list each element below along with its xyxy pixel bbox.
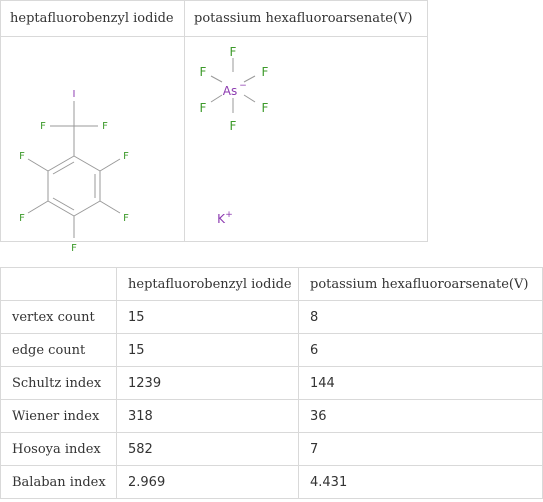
arsenic-atom: As xyxy=(222,84,238,98)
table-row xyxy=(1,301,543,334)
fluorine-atom: F xyxy=(199,101,207,115)
fluorine-atom: F xyxy=(229,45,237,59)
bond xyxy=(244,95,255,102)
fluorine-atom: F xyxy=(261,101,269,115)
bond xyxy=(74,156,100,171)
arsenic-charge: − xyxy=(239,81,247,91)
bond xyxy=(100,159,120,171)
potassium-atom: K xyxy=(217,212,225,226)
fluorine-atom: F xyxy=(123,151,129,162)
bond xyxy=(28,159,48,171)
bond xyxy=(100,201,120,213)
value-cell: 2.969 xyxy=(117,466,299,499)
header-cell: heptafluorobenzyl iodide xyxy=(117,268,299,301)
bond xyxy=(28,201,48,213)
fluorine-atom: F xyxy=(40,121,46,132)
value-cell: 582 xyxy=(117,433,299,466)
table-row xyxy=(1,400,543,433)
row-label: edge count xyxy=(1,334,117,367)
fluorine-atom: F xyxy=(19,151,25,162)
row-label: Wiener index xyxy=(1,400,117,433)
value-cell: 36 xyxy=(299,400,543,433)
table-row xyxy=(1,367,543,400)
row-label: Balaban index xyxy=(1,466,117,499)
fluorine-atom: F xyxy=(102,121,108,132)
table-row xyxy=(1,334,543,367)
properties-table xyxy=(0,267,543,499)
bond xyxy=(211,76,222,82)
table-row xyxy=(1,466,543,499)
table-row xyxy=(1,433,543,466)
header-cell: potassium hexafluoroarsenate(V) xyxy=(299,268,543,301)
bond xyxy=(211,95,222,102)
compound-2-name: potassium hexafluoroarsenate(V) xyxy=(185,1,428,37)
value-cell: 15 xyxy=(117,334,299,367)
heptafluorobenzyl-iodide-structure xyxy=(1,37,184,254)
bond xyxy=(74,201,100,216)
fluorine-atom: F xyxy=(229,119,237,133)
bond xyxy=(48,201,74,216)
iodine-atom: I xyxy=(72,89,76,100)
value-cell: 144 xyxy=(299,367,543,400)
compound-1-structure-cell xyxy=(1,37,185,254)
fluorine-atom: F xyxy=(71,243,77,254)
header-cell xyxy=(1,268,117,301)
table-header-row xyxy=(1,268,543,301)
compound-2-structure-cell xyxy=(185,37,428,242)
value-cell: 4.431 xyxy=(299,466,543,499)
potassium-charge: + xyxy=(225,210,233,220)
row-label: vertex count xyxy=(1,301,117,334)
compound-1-name: heptafluorobenzyl iodide xyxy=(1,1,185,37)
atom-labels xyxy=(200,45,269,226)
value-cell: 15 xyxy=(117,301,299,334)
bond xyxy=(48,156,74,171)
structure-table xyxy=(0,0,428,254)
value-cell: 318 xyxy=(117,400,299,433)
value-cell: 6 xyxy=(299,334,543,367)
fluorine-atom: F xyxy=(199,65,207,79)
fluorine-atom: F xyxy=(261,65,269,79)
value-cell: 8 xyxy=(299,301,543,334)
row-label: Schultz index xyxy=(1,367,117,400)
bond xyxy=(53,198,74,210)
value-cell: 7 xyxy=(299,433,543,466)
row-label: Hosoya index xyxy=(1,433,117,466)
fluorine-atom: F xyxy=(19,213,25,224)
bond xyxy=(53,162,74,174)
value-cell: 1239 xyxy=(117,367,299,400)
fluorine-atom: F xyxy=(123,213,129,224)
potassium-hexafluoroarsenate-structure xyxy=(185,37,418,237)
